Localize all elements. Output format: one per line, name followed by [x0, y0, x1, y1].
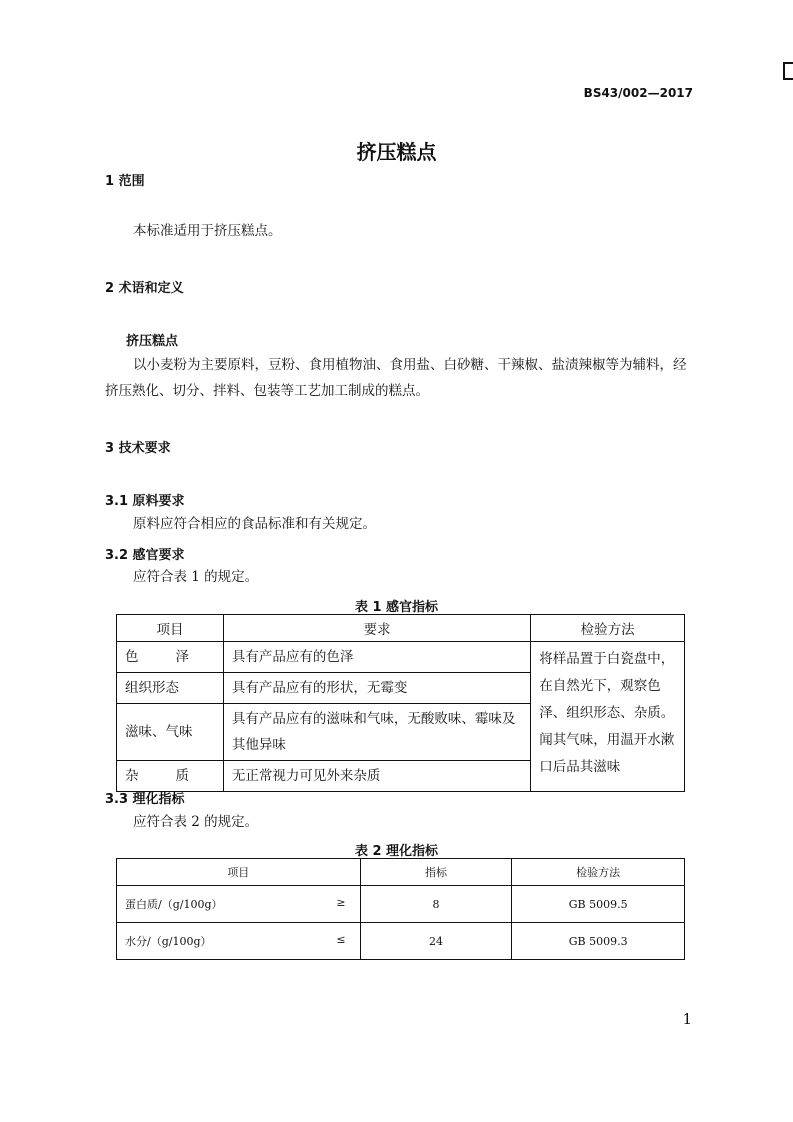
table-header-row — [117, 615, 685, 642]
table-cell-requirement: 具有产品应有的色泽 — [223, 642, 530, 673]
sensory-table — [116, 614, 685, 792]
item-label: 水分/（g/100g） — [125, 935, 212, 948]
section-terms-heading: 2 术语和定义 — [105, 281, 184, 296]
table-cell-value: 24 — [360, 923, 512, 960]
table1-caption: 表 1 感官指标 — [354, 600, 439, 615]
item-char: 质 — [175, 768, 189, 784]
item-operator: ≤ — [336, 933, 346, 946]
table-cell-method: 将样品置于白瓷盘中，在自然光下，观察色泽、组织形态、杂质。闻其气味，用温开水漱口后品其滋味 — [531, 642, 685, 792]
table-header: 项目 — [117, 615, 224, 642]
physchem-table — [116, 858, 685, 960]
section-raw-text: 原料应符合相应的食品标准和有关规定。 — [133, 516, 376, 532]
section-raw-heading: 3.1 原料要求 — [105, 494, 185, 509]
document-title: 挤压糕点 — [356, 140, 437, 164]
page-edge-mark — [783, 62, 793, 80]
table-cell-item: 滋味、气味 — [117, 704, 224, 761]
table-cell-requirement: 具有产品应有的形状，无霉变 — [223, 673, 530, 704]
table-header: 项目 — [117, 859, 361, 886]
item-char: 杂 — [125, 768, 139, 784]
item-label: 蛋白质/（g/100g） — [125, 898, 223, 911]
table-header-row — [117, 859, 685, 886]
table-cell-item — [117, 642, 224, 673]
table-cell-item — [117, 761, 224, 792]
table-cell-method: GB 5009.5 — [512, 886, 685, 923]
page-number: 1 — [682, 1010, 692, 1028]
section-physchem-heading: 3.3 理化指标 — [105, 792, 185, 807]
table-header: 指标 — [360, 859, 512, 886]
section-scope-text: 本标准适用于挤压糕点。 — [133, 223, 282, 239]
table-cell-value: 8 — [360, 886, 512, 923]
section-scope-heading: 1 范围 — [105, 174, 145, 189]
item-char: 色 — [125, 649, 139, 665]
table-row — [117, 886, 685, 923]
table2-caption: 表 2 理化指标 — [354, 844, 439, 859]
term-name: 挤压糕点 — [126, 334, 179, 349]
section-sensory-heading: 3.2 感官要求 — [105, 548, 185, 563]
item-operator: ≥ — [336, 896, 346, 909]
table-cell-requirement: 无正常视力可见外来杂质 — [223, 761, 530, 792]
table-header: 要求 — [223, 615, 530, 642]
table-cell-method: GB 5009.3 — [512, 923, 685, 960]
item-char: 泽 — [175, 649, 189, 665]
section-tech-heading: 3 技术要求 — [105, 441, 171, 456]
term-definition: 以小麦粉为主要原料，豆粉、食用植物油、食用盐、白砂糖、干辣椒、盐渍辣椒等为辅料，经挤压熟化、切分、拌料、包装等工艺加工制成的糕点。 — [105, 357, 687, 399]
standard-number: BS43/002—2017 — [583, 86, 693, 100]
table-row — [117, 642, 685, 673]
table-row — [117, 923, 685, 960]
section-physchem-text: 应符合表 2 的规定。 — [133, 814, 259, 830]
table-header: 检验方法 — [531, 615, 685, 642]
table-header: 检验方法 — [512, 859, 685, 886]
table-cell-item: 组织形态 — [117, 673, 224, 704]
table-cell-item — [117, 923, 361, 960]
section-sensory-text: 应符合表 1 的规定。 — [133, 569, 259, 585]
table-cell-requirement: 具有产品应有的滋味和气味，无酸败味、霉味及其他异味 — [223, 704, 530, 761]
table-cell-item — [117, 886, 361, 923]
